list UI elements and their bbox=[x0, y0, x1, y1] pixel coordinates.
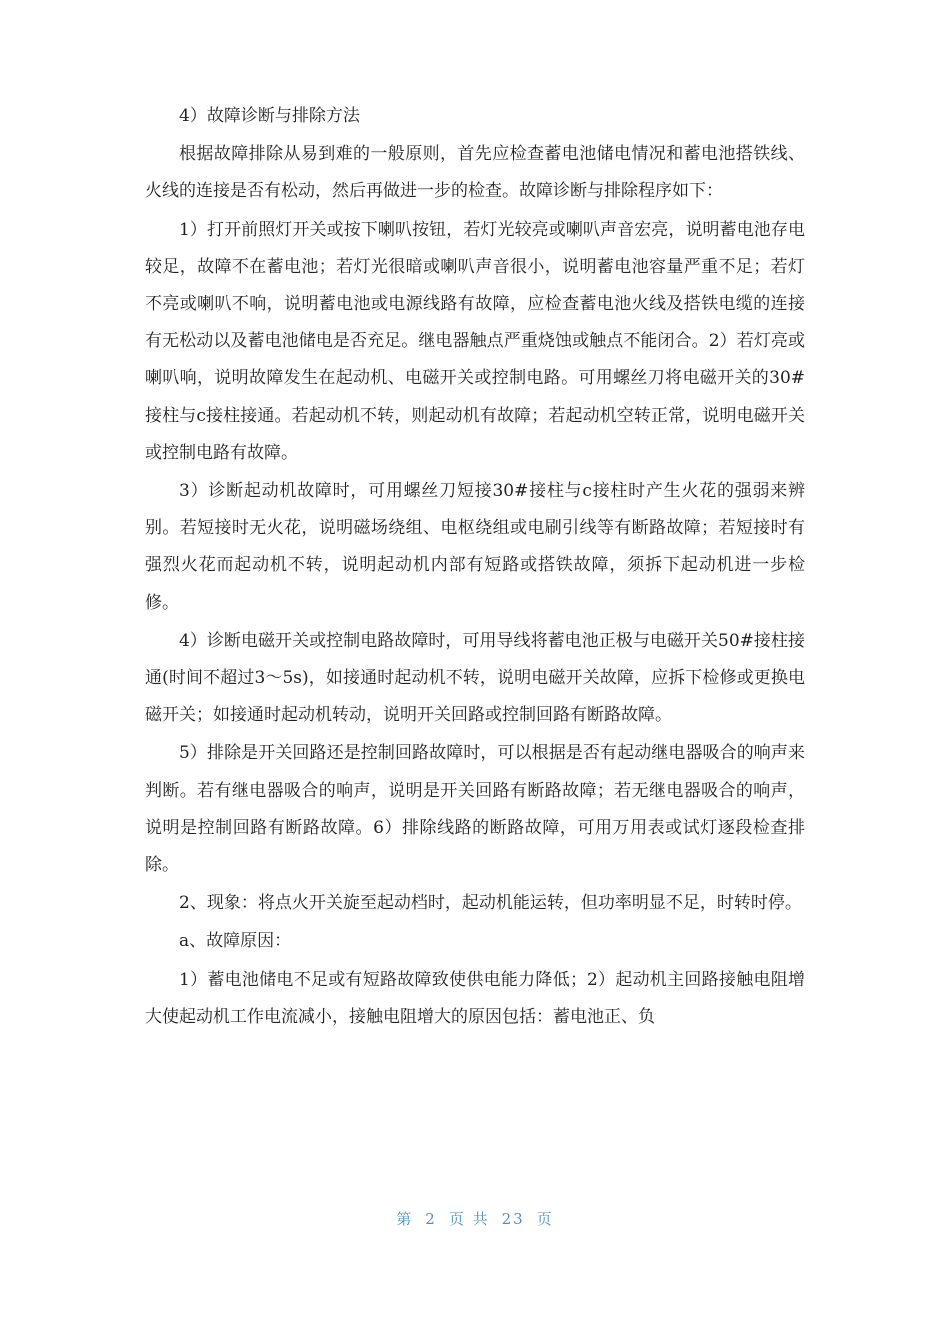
paragraph: 2、现象：将点火开关旋至起动档时，起动机能运转，但功率明显不足，时转时停。 bbox=[179, 893, 802, 914]
footer-total-pages: 23 bbox=[501, 1210, 525, 1228]
footer-suffix: 页 bbox=[536, 1210, 554, 1228]
paragraph: 3）诊断起动机故障时，可用螺丝刀短接30#接柱与c接柱时产生火花的强弱来辨别。若短接时无火花，说明磁场绕组、电枢绕组或电刷引线等有断路故障；若短接时有强烈火花而起动机不转，说明起动机内部有短路或搭铁故障，须拆下起动机进一步检修。 bbox=[145, 481, 805, 613]
footer-page-number: 2 bbox=[425, 1210, 437, 1228]
paragraph: 根据故障排除从易到难的一般原则，首先应检查蓄电池储电情况和蓄电池搭铁线、火线的连接是否有松动，然后再做进一步的检查。故障诊断与排除程序如下： bbox=[145, 144, 805, 202]
footer-middle: 页 共 bbox=[448, 1210, 490, 1228]
paragraph: 1）打开前照灯开关或按下喇叭按钮，若灯光较亮或喇叭声音宏亮，说明蓄电池存电较足，故障不在蓄电池；若灯光很暗或喇叭声音很小，说明蓄电池容量严重不足；若灯不亮或喇叭不响，说明蓄电池或电源线路有故障，应检查蓄电池火线及搭铁电缆的连接有无松动以及蓄电池储电是否充足。继电器触点严重烧蚀或触点不能闭合。2）若灯亮或喇叭响，说明故障发生在起动机、电磁开关或控制电路。可用螺丝刀将电磁开关的30#接柱与c接柱接通。若起动机不转，则起动机有故障；若起动机空转正常，说明电磁开关或控制电路有故障。 bbox=[145, 219, 805, 463]
paragraph: 1）蓄电池储电不足或有短路故障致使供电能力降低；2）起动机主回路接触电阻增大使起动机工作电流减小，接触电阻增大的原因包括：蓄电池正、负 bbox=[145, 969, 805, 1027]
footer-prefix: 第 bbox=[396, 1210, 414, 1228]
page-footer bbox=[0, 1208, 950, 1229]
paragraph: 4）故障诊断与排除方法 bbox=[179, 106, 360, 126]
paragraph: a、故障原因： bbox=[179, 931, 292, 952]
paragraph: 5）排除是开关回路还是控制回路故障时，可以根据是否有起动继电器吸合的响声来判断。若有继电器吸合的响声，说明是开关回路有断路故障；若无继电器吸合的响声，说明是控制回路有断路故障。6）排除线路的断路故障，可用万用表或试灯逐段检查排除。 bbox=[145, 743, 805, 876]
paragraph: 4）诊断电磁开关或控制电路故障时，可用导线将蓄电池正极与电磁开关50#接柱接通(时间不超过3～5s)，如接通时起动机不转，说明电磁开关故障，应拆下检修或更换电磁开关；如接通时起动机转动，说明开关回路或控制回路有断路故障。 bbox=[145, 630, 805, 726]
document-body bbox=[145, 98, 805, 1037]
